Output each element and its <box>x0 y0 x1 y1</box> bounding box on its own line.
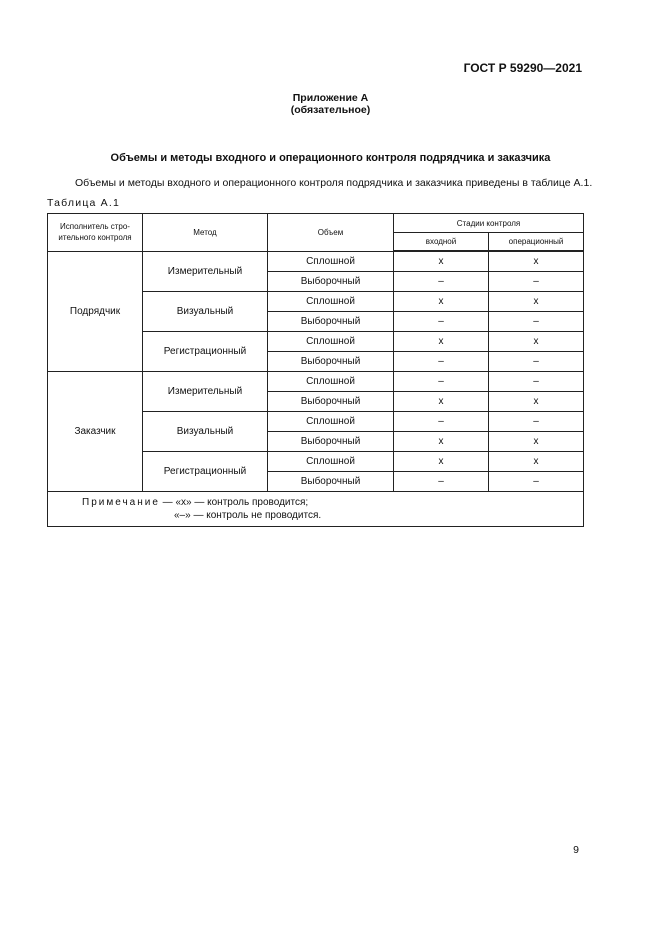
control-table <box>47 213 584 527</box>
operational-cell: x <box>489 432 584 452</box>
operational-cell: x <box>489 392 584 412</box>
volume-cell: Сплошной <box>268 452 394 472</box>
operational-cell: x <box>489 332 584 352</box>
table-row <box>48 372 584 392</box>
volume-cell: Выборочный <box>268 352 394 372</box>
volume-cell: Сплошной <box>268 372 394 392</box>
header-volume: Объем <box>268 214 394 252</box>
incoming-cell: – <box>394 412 489 432</box>
note-line-2: «–» — контроль не проводится. <box>174 510 322 521</box>
section-heading: Объемы и методы входного и операционного контроля подрядчика и заказчика <box>110 152 551 164</box>
appendix-subtitle: (обязательное) <box>290 104 371 116</box>
operational-cell: – <box>489 472 584 492</box>
volume-cell: Сплошной <box>268 332 394 352</box>
header-executor: Исполнитель стро- ительного контроля <box>48 214 143 252</box>
operational-cell: x <box>489 251 584 272</box>
operational-cell: – <box>489 372 584 392</box>
incoming-cell: – <box>394 312 489 332</box>
incoming-cell: x <box>394 452 489 472</box>
incoming-cell: x <box>394 432 489 452</box>
operational-cell: x <box>489 292 584 312</box>
operational-cell: x <box>489 452 584 472</box>
volume-cell: Выборочный <box>268 472 394 492</box>
incoming-cell: x <box>394 251 489 272</box>
method-cell: Визуальный <box>143 292 268 332</box>
incoming-cell: x <box>394 332 489 352</box>
note-label: Примечание <box>82 497 160 508</box>
appendix-heading <box>0 92 661 116</box>
header-method: Метод <box>143 214 268 252</box>
method-cell: Измерительный <box>143 372 268 412</box>
note-line-1: — «x» — контроль проводится; <box>159 497 309 508</box>
executor-cell: Подрядчик <box>48 251 143 372</box>
volume-cell: Выборочный <box>268 272 394 292</box>
incoming-cell: – <box>394 472 489 492</box>
operational-cell: – <box>489 312 584 332</box>
incoming-cell: – <box>394 352 489 372</box>
document-code: ГОСТ Р 59290—2021 <box>463 61 582 75</box>
header-stages: Стадии контроля <box>394 214 584 233</box>
method-cell: Визуальный <box>143 412 268 452</box>
incoming-cell: x <box>394 392 489 412</box>
volume-cell: Выборочный <box>268 392 394 412</box>
volume-cell: Выборочный <box>268 312 394 332</box>
incoming-cell: – <box>394 372 489 392</box>
table-note <box>48 492 584 527</box>
method-cell: Регистрационный <box>143 452 268 492</box>
incoming-cell: – <box>394 272 489 292</box>
intro-paragraph: Объемы и методы входного и операционного контроля подрядчика и заказчика приведены в таблице А.1. <box>75 177 593 189</box>
executor-cell: Заказчик <box>48 372 143 492</box>
incoming-cell: x <box>394 292 489 312</box>
table-row <box>48 251 584 272</box>
appendix-title: Приложение А <box>292 92 369 104</box>
table-body <box>48 251 584 492</box>
volume-cell: Сплошной <box>268 251 394 272</box>
method-cell: Измерительный <box>143 251 268 292</box>
operational-cell: – <box>489 272 584 292</box>
table-caption: Таблица А.1 <box>47 197 121 209</box>
header-incoming: входной <box>394 233 489 252</box>
operational-cell: – <box>489 412 584 432</box>
page-number: 9 <box>573 844 579 856</box>
volume-cell: Сплошной <box>268 292 394 312</box>
method-cell: Регистрационный <box>143 332 268 372</box>
volume-cell: Сплошной <box>268 412 394 432</box>
operational-cell: – <box>489 352 584 372</box>
volume-cell: Выборочный <box>268 432 394 452</box>
header-operational: операционный <box>489 233 584 252</box>
